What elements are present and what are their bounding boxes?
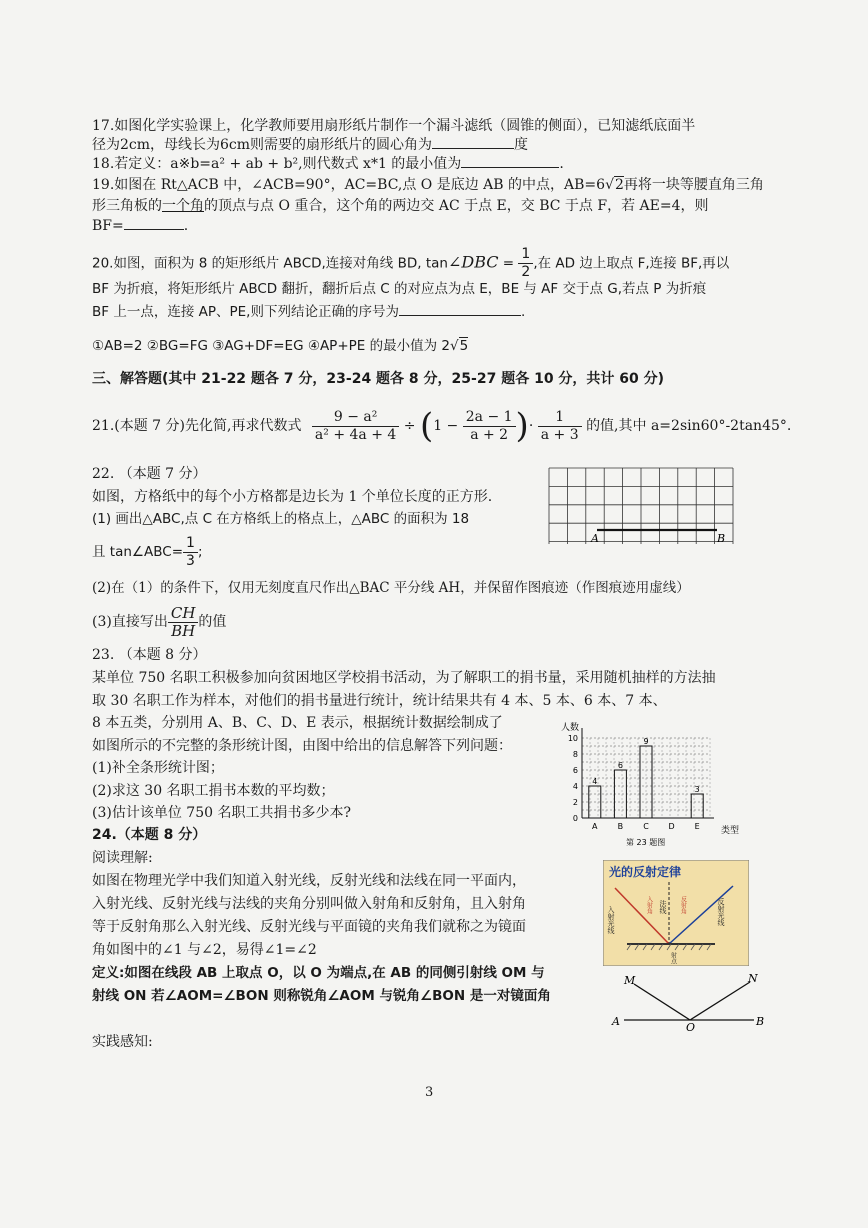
chart-data-label: 9 (643, 737, 649, 746)
chart-ytick-label: 6 (572, 766, 578, 775)
q19-text: 19.如图在 Rt△ACB 中，∠ACB=90°，AC=BC,点 O 是底边 AB 的中点，AB=6 (92, 177, 606, 193)
incident-angle-label: 入射角 (645, 896, 653, 914)
chart-xtick-label: D (668, 822, 675, 831)
label-m: M (624, 974, 636, 987)
label-n: N (748, 972, 758, 985)
chart-ytick-label: 4 (572, 782, 578, 791)
q22-tan-num: 1 (183, 535, 198, 553)
q21-fraction-2 (463, 409, 516, 444)
q18-end: . (559, 156, 564, 172)
q21-fraction-1 (312, 409, 399, 444)
reflect-angle-label: 反射角 (679, 896, 687, 914)
q22-tan: 且 tan∠ABC= (92, 544, 184, 560)
q20-fraction (518, 246, 533, 281)
chart-xtick-label: C (643, 822, 649, 831)
q20-answer-blank[interactable] (399, 303, 521, 316)
q21-dot: · (528, 418, 534, 434)
q20-angle: ∠DBC (447, 252, 499, 272)
chart-data-label: 4 (592, 777, 598, 786)
q19-bf: BF= (92, 218, 124, 234)
q19-line1 (92, 176, 764, 194)
label-o: O (686, 1021, 696, 1032)
q20-text2: ,在 AD 边上取点 F,连接 BF,再以 (533, 255, 730, 272)
chart-caption: 第 23 题图 (626, 838, 666, 846)
q18-line (92, 155, 564, 173)
chart-ytick-label: 8 (572, 750, 578, 759)
q17-line2 (92, 136, 528, 154)
q19-text3: 形三角板的 (92, 198, 162, 214)
q21-div: ÷ (403, 418, 416, 434)
q20-line2: BF 为折痕，将矩形纸片 ABCD 翻折，翻折后点 C 的对应点为点 E，BE 与 AF 交于点 G,若点 P 为折痕 (92, 281, 707, 297)
section-3-heading: 三、解答题(其中 21-22 题各 7 分，23-24 题各 8 分，25-27 题各 10 分，共计 60 分) (92, 371, 665, 387)
q23-line3: 8 本五类，分别用 A、B、C、D、E 表示，根据统计数据绘制成了 (92, 715, 503, 731)
q21-one-minus: 1 − (433, 418, 459, 434)
q24-line6: 定义:如图在线段 AB 上取点 O，以 O 为端点,在 AB 的同侧引射线 OM 与 (92, 965, 545, 981)
optics-title: 光的反射定律 (609, 865, 682, 879)
q20-text3: BF 上一点，连接 AP、PE,则下列结论正确的序号为 (92, 304, 399, 320)
q22-line4: (2)在（1）的条件下，仅用无刻度直尺作出△BAC 平分线 AH，并保留作图痕迹（作图痕迹用虚线） (92, 580, 690, 596)
q22-line1: 如图，方格纸中的每个小方格都是边长为 1 个单位长度的正方形. (92, 489, 493, 505)
reflected-ray-label: 反射光线 (717, 898, 725, 926)
chart-xtick-label: B (617, 822, 624, 831)
page-number: 3 (425, 1085, 434, 1100)
q24-line2: 如图在物理光学中我们知道入射光线，反射光线和法线在同一平面内， (92, 873, 526, 889)
q21-line (92, 400, 791, 452)
q22-grid-figure (547, 466, 735, 548)
q22-ch: CH (168, 605, 199, 623)
q23-bar-chart (556, 716, 756, 846)
q21-fraction-3 (538, 409, 582, 444)
q24-line4: 等于反射角那么入射光线、反射光线与平面镜的夹角我们就称之为镜面 (92, 919, 526, 935)
q21-suffix: 的值,其中 a=2sin60°-2tan45°. (586, 418, 792, 434)
chart-ylabel: 人数 (561, 723, 580, 733)
chart-bar (691, 794, 703, 818)
incident-ray-label: 入射光线 (607, 906, 615, 934)
q21-prefix: 21.(本题 7 分)先化简,再求代数式 (92, 418, 302, 434)
q21-f3-num: 1 (538, 409, 582, 427)
q17-answer-blank[interactable] (432, 136, 514, 149)
q19-answer-blank[interactable] (124, 217, 184, 230)
chart-ytick-label: 0 (572, 814, 578, 823)
mirror-angle-figure (610, 970, 770, 1032)
q22-line2: (1) 画出△ABC,点 C 在方格纸上的格点上，△ABC 的面积为 18 (92, 511, 470, 527)
q19-underlined: 一个角 (162, 198, 204, 214)
q22-line5 (92, 602, 226, 642)
q22-bh: BH (171, 621, 196, 640)
q20-text: 20.如图，面积为 8 的矩形纸片 ABCD,连接对角线 BD, tan (92, 255, 448, 272)
q23-line2: 取 30 名职工作为样本，对他们的捐书量进行统计，统计结果共有 4 本、5 本、6 本、7 本、 (92, 693, 667, 709)
q23-line5: (1)补全条形统计图； (92, 760, 224, 776)
q23-line4: 如图所示的不完整的条形统计图，由图中给出的信息解答下列问题： (92, 738, 512, 754)
q23-line6: (2)求这 30 名职工捐书本数的平均数； (92, 783, 335, 799)
q20-options (92, 337, 468, 355)
chart-bars (589, 737, 703, 818)
q24-line3: 入射光线、反射光线与法线的夹角分别叫做入射角和反射角，且入射角 (92, 896, 526, 912)
ray-om (634, 984, 690, 1020)
q19-sqrt: √2 (605, 177, 624, 193)
q22-value: 的值 (198, 614, 227, 630)
q24-line7: 射线 ON 若∠AOM=∠BON 则称锐角∠AOM 与锐角∠BON 是一对镜面角 (92, 988, 551, 1004)
q20-num: 1 (518, 246, 533, 264)
q19-sqrt-value: 2 (615, 177, 624, 193)
q22-line3 (92, 532, 203, 572)
q18-prefix: 18.若定义：a※b= (92, 156, 212, 172)
q22-title: 22. （本题 7 分） (92, 466, 207, 482)
q19-end: . (183, 218, 189, 234)
q22-write: (3)直接写出 (92, 614, 168, 630)
q20-options-text: ①AB=2 ②BG=FG ③AG+DF=EG ④AP+PE 的最小值为 2 (92, 338, 450, 354)
q20-line1 (92, 246, 729, 281)
q18-answer-blank[interactable] (461, 155, 559, 168)
q22-semicolon: ; (197, 544, 203, 560)
q21-f1-num: 9 − a² (312, 409, 399, 427)
chart-ytick-label: 2 (572, 798, 578, 807)
q19-text4: 的顶点与点 O 重合，这个角的两边交 AC 于点 E，交 BC 于点 F，若 AE=4，则 (204, 198, 709, 214)
q18-suffix: ,则代数式 x*1 的最小值为 (298, 156, 462, 172)
chart-xlabel: 类型 (721, 826, 740, 836)
point-label: 射点 (669, 952, 677, 964)
q20-sqrt-value: 5 (459, 338, 469, 354)
chart-xtick-label: A (592, 822, 598, 831)
q18-expr: a² + ab + b² (211, 156, 299, 172)
q23-line1: 某单位 750 名职工积极参加向贫困地区学校捐书活动，为了解职工的捐书量，采用随机抽样的方法抽 (92, 670, 716, 686)
q24-line1: 阅读理解: (92, 850, 153, 866)
ray-on (690, 982, 750, 1020)
q22-ch-bh (168, 605, 199, 640)
q23-line7: (3)估计该单位 750 名职工共捐书多少本? (92, 805, 351, 821)
grid-lines (549, 468, 733, 544)
q19-line2 (92, 197, 709, 215)
q22-fraction (183, 535, 198, 570)
optics-figure (603, 860, 749, 966)
q23-title: 23. （本题 8 分） (92, 647, 207, 663)
q17-text: 径为2cm，母线长为6cm则需要的扇形纸片的圆心角为 (92, 137, 433, 153)
q24-title: 24.（本题 8 分） (92, 827, 207, 843)
chart-bar (614, 770, 626, 818)
q21-f2-den: a + 2 (470, 426, 509, 443)
q20-sqrt: √5 (449, 338, 469, 354)
q24-line5: 角如图中的∠1 与∠2，易得∠1=∠2 (92, 942, 317, 958)
chart-data-label: 3 (694, 785, 700, 794)
q17-unit: 度 (514, 137, 529, 153)
q20-den: 2 (521, 264, 531, 280)
q19-text2: 再将一块等腰直角三角 (623, 177, 764, 193)
q19-line3 (92, 217, 188, 235)
chart-ytick-label: 10 (567, 734, 578, 743)
chart-data-label: 6 (617, 761, 623, 770)
q21-paren-open: ( (419, 406, 434, 446)
chart-yticks (568, 734, 578, 823)
q20-end: . (520, 304, 526, 320)
q17-line1: 17.如图化学实验课上，化学教师要用扇形纸片制作一个漏斗滤纸（圆锥的侧面），已知滤纸底面半 (92, 118, 696, 134)
chart-xtick-label: E (694, 822, 700, 831)
q21-f1-den: a² + 4a + 4 (314, 426, 397, 443)
label-a2: A (612, 1015, 620, 1028)
q21-paren-close: ) (515, 406, 529, 446)
q22-tan-den: 3 (186, 552, 195, 569)
chart-xlabels (592, 822, 700, 831)
label-b2: B (756, 1015, 765, 1028)
q24-line8: 实践感知: (92, 1034, 153, 1050)
label-a: A (591, 532, 599, 545)
label-b: B (717, 532, 726, 545)
q21-f2-num: 2a − 1 (463, 409, 516, 427)
normal-label: 法线 (659, 900, 667, 914)
q20-line3 (92, 303, 525, 321)
q20-eq: = (498, 255, 519, 272)
q21-f3-den: a + 3 (540, 426, 579, 443)
